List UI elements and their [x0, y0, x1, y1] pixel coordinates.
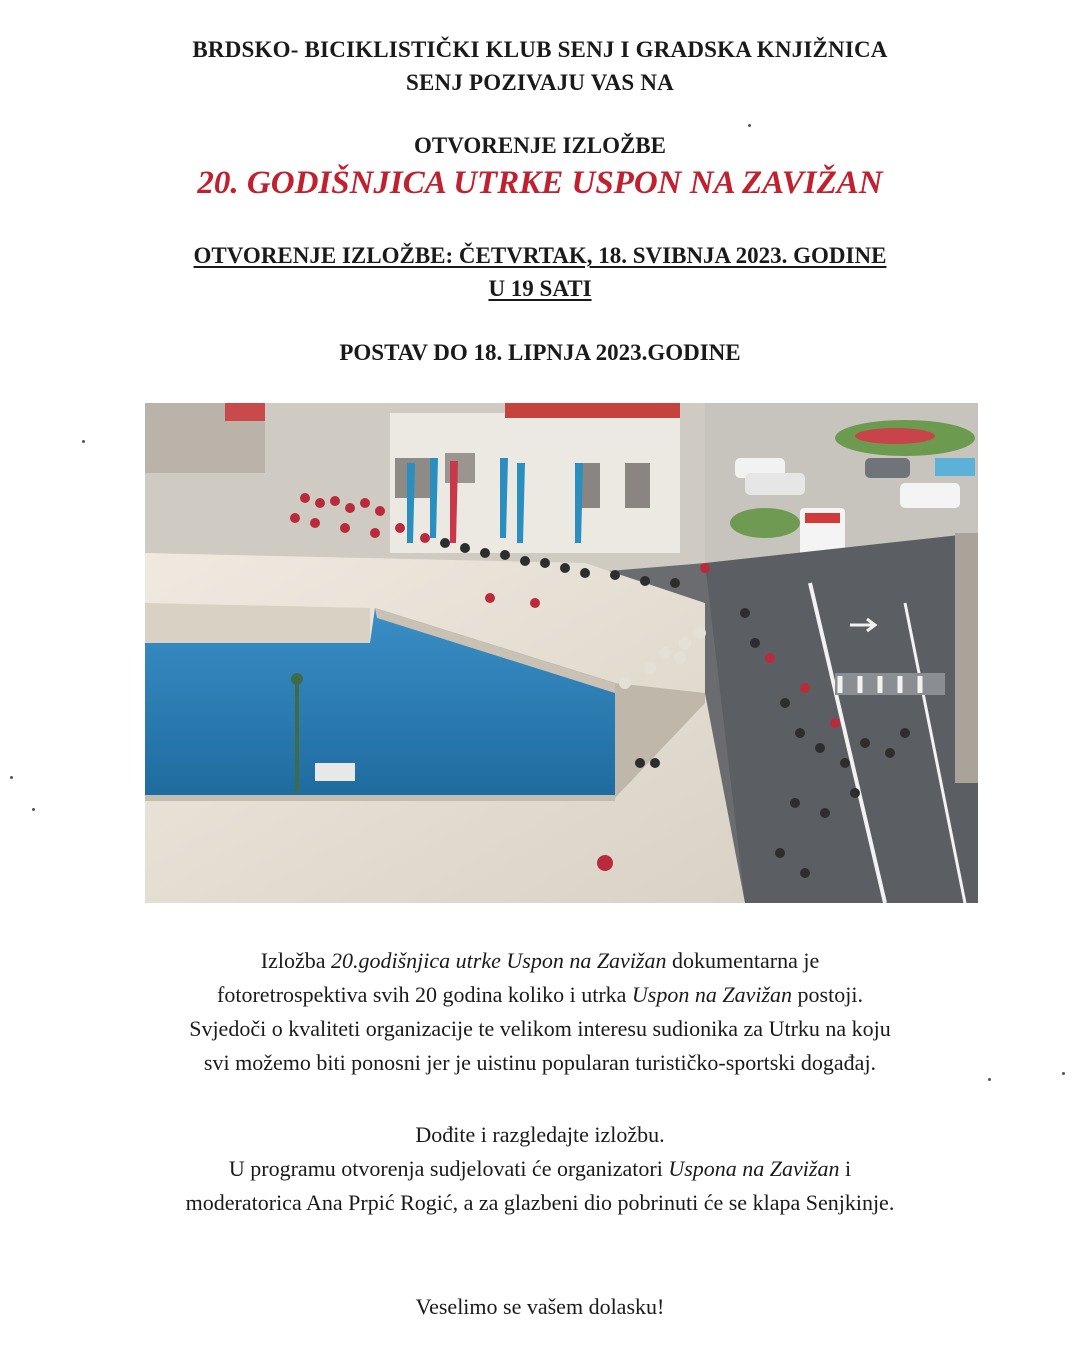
text-span: fotoretrospektiva svih 20 godina koliko i utrka [217, 982, 632, 1007]
scan-speck [988, 1078, 991, 1081]
paragraph-2-line-1: Dođite i razgledajte izložbu. [415, 1122, 665, 1147]
paragraph-2-line-3: moderatorica Ana Prpić Rogić, a za glazbeni dio pobrinuti će se klapa Senjkinje. [185, 1190, 895, 1215]
paragraph-1-line-4: svi možemo biti ponosni jer je uistinu popularan turističko-sportski događaj. [203, 1050, 877, 1075]
scan-speck [1062, 1072, 1065, 1075]
paragraph-1-line-2 [0, 978, 1080, 1011]
race-photo [145, 403, 978, 903]
text-span: U programu otvorenja sudjelovati će organizatori [228, 1156, 669, 1181]
scan-speck [82, 440, 85, 443]
scan-speck [748, 124, 751, 127]
italic-title-span: Uspona na Zavižan [668, 1156, 840, 1181]
opening-heading: OTVORENJE IZLOŽBE [414, 133, 666, 158]
exhibition-title: 20. GODIŠNJICA UTRKE USPON NA ZAVIŽAN [197, 165, 883, 201]
opening-date-line-1: OTVORENJE IZLOŽBE: ČETVRTAK, 18. SVIBNJA 2023. GODINE [193, 243, 887, 268]
italic-title-span: 20.godišnjica utrke Uspon na Zavižan [331, 948, 667, 973]
closing-line: Veselimo se vašem dolasku! [415, 1294, 665, 1319]
scan-speck [10, 776, 13, 779]
italic-title-span: Uspon na Zavižan [631, 982, 793, 1007]
scan-speck [32, 808, 35, 811]
text-span: postoji. [792, 982, 863, 1007]
text-span: i [839, 1156, 852, 1181]
paragraph-2-line-2 [0, 1152, 1080, 1185]
paragraph-1-line-1 [0, 944, 1080, 977]
organizers-line-2: SENJ POZIVAJU VAS NA [406, 70, 674, 95]
paragraph-1-line-3: Svjedoči o kvaliteti organizacije te velikom interesu sudionika za Utrku na koju [189, 1016, 891, 1041]
text-span: Izložba [260, 948, 331, 973]
exhibition-until-line: POSTAV DO 18. LIPNJA 2023.GODINE [339, 340, 741, 365]
opening-date-line-2: U 19 SATI [488, 276, 592, 301]
organizers-line-1: BRDSKO- BICIKLISTIČKI KLUB SENJ I GRADSKA KNJIŽNICA [192, 37, 888, 62]
text-span: dokumentarna je [666, 948, 820, 973]
